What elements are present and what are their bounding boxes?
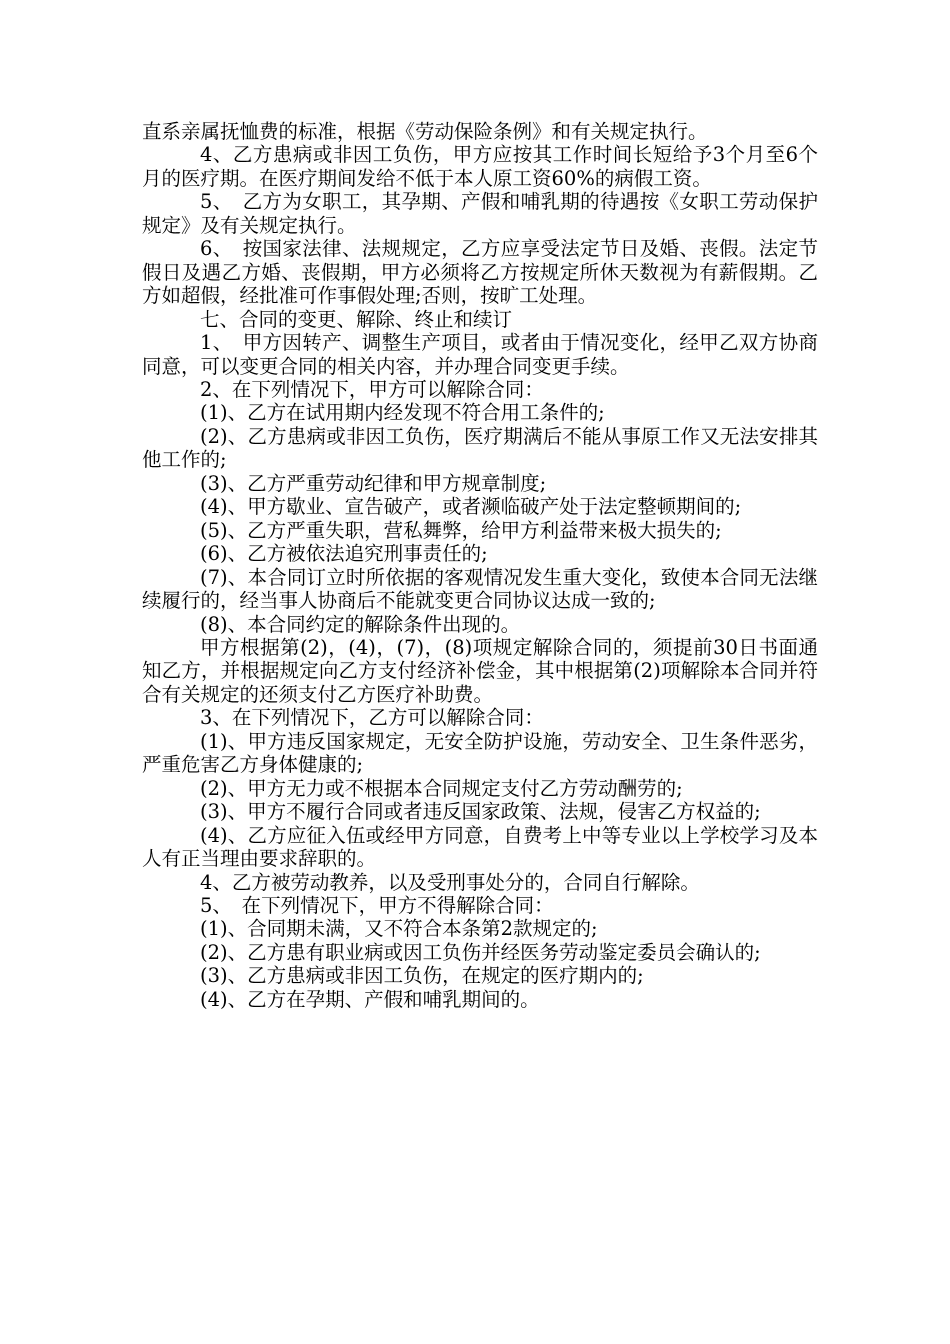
paragraph: 6、 按国家法律、法规规定，乙方应享受法定节日及婚、丧假。法定节假日及遇乙方婚、丧假期，甲方必须将乙方按规定所休天数视为有薪假期。乙方如超假，经批准可作事假处理;否则，按旷工处理。: [142, 237, 818, 308]
paragraph: (2)、乙方患病或非因工负伤，医疗期满后不能从事原工作又无法安排其他工作的;: [142, 424, 818, 472]
paragraph: (1)、乙方在试用期内经发现不符合用工条件的;: [200, 401, 605, 425]
paragraph: (3)、甲方不履行合同或者违反国家政策、法规，侵害乙方权益的;: [200, 800, 761, 824]
paragraph: (3)、乙方严重劳动纪律和甲方规章制度;: [200, 471, 547, 495]
paragraph: (6)、乙方被依法追究刑事责任的;: [200, 542, 488, 566]
document-body: [142, 120, 818, 1011]
paragraph: (1)、合同期未满，又不符合本条第2款规定的;: [200, 917, 598, 941]
paragraph: (2)、乙方患有职业病或因工负伤并经医务劳动鉴定委员会确认的;: [200, 940, 761, 964]
paragraph: 5、 在下列情况下，甲方不得解除合同：: [200, 893, 554, 917]
paragraph: 5、 乙方为女职工，其孕期、产假和哺乳期的待遇按《女职工劳动保护规定》及有关规定执行。: [142, 190, 818, 237]
paragraph: 2、在下列情况下，甲方可以解除合同：: [200, 377, 544, 401]
paragraph: (7)、本合同订立时所依据的客观情况发生重大变化，致使本合同无法继续履行的，经当事人协商后不能就变更合同协议达成一致的;: [142, 565, 818, 613]
paragraph: 4、乙方被劳动教养，以及受刑事处分的，合同自行解除。: [200, 870, 700, 894]
paragraph: (1)、甲方违反国家规定，无安全防护设施，劳动安全、卫生条件恶劣，严重危害乙方身体健康的;: [142, 729, 818, 777]
paragraph: 甲方根据第(2)，(4)，(7)，(8)项规定解除合同的，须提前30日书面通知乙方，并根据规定向乙方支付经济补偿金，其中根据第(2)项解除本合同并符合有关规定的还须支付乙方医疗补助费。: [142, 635, 818, 706]
paragraph: (3)、乙方患病或非因工负伤，在规定的医疗期内的;: [200, 964, 644, 988]
paragraph: (2)、甲方无力或不根据本合同规定支付乙方劳动酬劳的;: [200, 776, 683, 800]
paragraph: (4)、乙方应征入伍或经甲方同意，自费考上中等专业以上学校学习及本人有正当理由要求辞职的。: [142, 823, 818, 871]
paragraph: 3、在下列情况下，乙方可以解除合同：: [200, 706, 544, 730]
paragraph: 七、合同的变更、解除、终止和续订: [200, 307, 513, 331]
paragraph: (5)、乙方严重失职，营私舞弊，给甲方利益带来极大损失的;: [200, 518, 722, 542]
paragraph: 4、乙方患病或非因工负伤，甲方应按其工作时间长短给予3个月至6个月的医疗期。在医疗期间发给不低于本人原工资60%的病假工资。: [142, 143, 818, 190]
paragraph: (8)、本合同约定的解除条件出现的。: [200, 612, 521, 636]
paragraph: 直系亲属抚恤费的标准，根据《劳动保险条例》和有关规定执行。: [142, 120, 708, 143]
paragraph: (4)、乙方在孕期、产假和哺乳期间的。: [200, 987, 540, 1011]
paragraph: 1、 甲方因转产、调整生产项目，或者由于情况变化，经甲乙双方协商同意，可以变更合同的相关内容，并办理合同变更手续。: [142, 331, 818, 378]
paragraph: (4)、甲方歇业、宣告破产，或者濒临破产处于法定整顿期间的;: [200, 495, 742, 519]
